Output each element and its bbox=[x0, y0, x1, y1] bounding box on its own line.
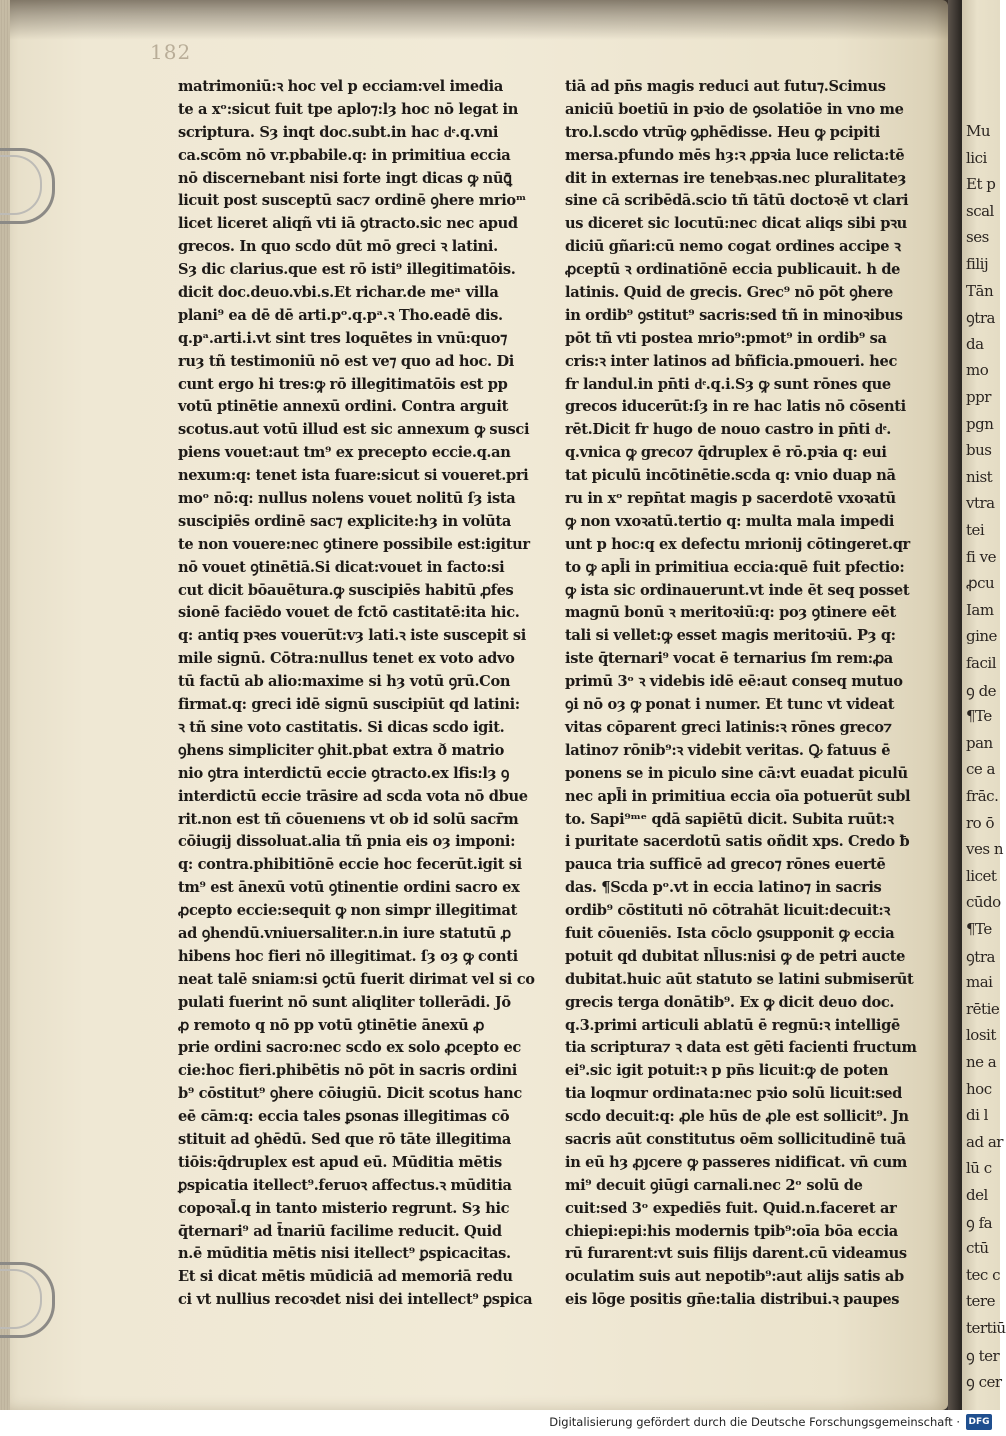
text-line: ꝓceptū ꝛ ordinatiōnē eccia publicauit. h de bbox=[565, 261, 901, 279]
facing-page-fragment: cūdo bbox=[966, 893, 1001, 912]
facing-page-fragment: Mu bbox=[966, 122, 991, 140]
facing-page-fragment: ce a bbox=[966, 760, 995, 779]
facing-page-fragment: Et p bbox=[966, 175, 996, 194]
text-line: pōt tñ vti postea mrio⁹:pmot⁹ in ordib⁹ sa bbox=[565, 329, 887, 347]
facing-page-fragment: losit bbox=[966, 1026, 996, 1045]
facing-page-fragment: tere bbox=[966, 1292, 995, 1311]
text-line: grecis terga donātib⁹. Ex ꝙ dicit deuo doc. bbox=[565, 993, 895, 1011]
text-line: te non vouere:nec ꝯtinere possibile est:igitur bbox=[178, 535, 530, 553]
text-line: tia scriptura⁊ ꝛ data est gēti facienti fructum bbox=[565, 1039, 917, 1057]
text-line: tiā ad pn̄s magis reduci aut futu⁊.Scimus bbox=[565, 78, 886, 95]
text-line: matrimoniū:ꝛ hoc vel p ecciam:vel imedia bbox=[178, 78, 503, 95]
facing-page-fragment: ppr bbox=[966, 388, 991, 406]
facing-page-fragment: ꝯ ter bbox=[966, 1346, 1000, 1365]
text-line: tali si vellet:ꝙ esset magis meritoꝛiū. Pȝ q: bbox=[565, 627, 896, 645]
text-line: q̄ternari⁹ ad t̄nariū facilime reducit. Quid bbox=[178, 1222, 502, 1240]
text-line: tia loqmur ordinata:nec pꝛio solū licuit:sed bbox=[565, 1085, 903, 1103]
facing-page-fragment: facil bbox=[966, 654, 996, 672]
facing-page-edge bbox=[962, 0, 1006, 1410]
footer-funding-notice: Digitalisierung gefördert durch die Deutsche Forschungsgemeinschaft · bbox=[549, 1415, 960, 1429]
text-line: nec apl̄i in primitiua eccia oīa potuerūt subl bbox=[565, 787, 911, 805]
text-line: votū ptinētie annexū ordini. Contra arguit bbox=[178, 398, 508, 416]
facing-page-fragment: hoc bbox=[966, 1079, 992, 1098]
text-line: nō vouet ꝯtinētiā.Si dicat:vouet in facto:si bbox=[178, 558, 505, 576]
text-column-right bbox=[565, 76, 923, 1312]
facing-page-fragment: lici bbox=[966, 148, 987, 167]
facing-page-fragment: Tān bbox=[966, 281, 994, 300]
text-line: tū factū ab alio:maxime si hȝ votū ꝯrū.Con bbox=[178, 673, 511, 691]
text-line: plani⁹ ea dē dē arti.pᵒ.q.pᵃ.ꝛ Tho.eadē dis. bbox=[178, 306, 503, 324]
text-line: tat piculū incōtinētie.scda q: vnio duap nā bbox=[565, 467, 896, 485]
facing-page-fragment: tec c bbox=[966, 1265, 1000, 1284]
facing-page-fragment: ꝓcu bbox=[966, 574, 995, 593]
text-line: tiōis:q̄druplex est apud eū. Mūditia mētis bbox=[178, 1153, 502, 1171]
text-line: magnū bonū ꝛ meritoꝛiū:q: poȝ ꝯtinere eēt bbox=[565, 604, 896, 622]
facing-page-fragment: ¶Te bbox=[966, 707, 992, 726]
text-line: n.ē mūditia mētis nisi itellect⁹ ꝑspicacitas. bbox=[178, 1245, 511, 1263]
text-line: dit in externas ire tenebꝛas.nec pluralitateȝ bbox=[565, 169, 907, 187]
text-line: oculatim suis aut nepotib⁹:aut alijs satis ab bbox=[565, 1268, 904, 1286]
text-line: scotus.aut votū illud est sic annexum ꝙ susci bbox=[178, 421, 530, 439]
text-line: ꝙ non vxoꝛatū.tertio q: multa mala impedi bbox=[565, 512, 895, 530]
facing-page-fragment: gine bbox=[966, 627, 997, 646]
text-line: tro.l.scdo vtrūꝙ ꝯꝓhēdisse. Heu ꝙ pcipiti bbox=[565, 123, 880, 141]
text-line: to. Sapi⁹ᵐᵉ qdā sapiētū dicit. Subita ruūt:ꝛ bbox=[565, 810, 894, 828]
text-line: eē cām:q: eccia tales ꝑsonas illegitimas cō bbox=[178, 1108, 510, 1126]
text-line: iste q̄ternari⁹ vocat ē ternarius ſm rem:ꝓa bbox=[565, 650, 893, 668]
facing-page-fragment: fi ve bbox=[966, 547, 996, 566]
text-line: in ordib⁹ ꝯstitut⁹ sacris:sed tñ in minoꝛibus bbox=[565, 306, 903, 324]
text-line: nō discernebant nisi forte ingt dicas ꝙ nūꝗ̄ bbox=[178, 169, 512, 187]
facing-page-fragment: ꝯ cer bbox=[966, 1373, 1002, 1392]
text-line: rū furarent:vt suis filijs darent.cū videamus bbox=[565, 1245, 907, 1263]
text-line: dicit doc.deuo.vbi.s.Et richar.de meᵃ villa bbox=[178, 284, 499, 302]
facing-page-fragment: ꝯ de bbox=[966, 681, 997, 700]
text-line: suscipiēs ordinē sac⁊ explicite:hȝ in volūta bbox=[178, 512, 511, 530]
text-line: hibens hoc fieri nō illegitimat. ſȝ oȝ ꝙ conti bbox=[178, 947, 518, 965]
text-line: ꝓcepto eccie:sequit ꝙ non simpr illegitimat bbox=[178, 902, 517, 920]
text-line: licuit post susceptū sac⁊ ordinē ꝯhere mrioᵐ bbox=[178, 192, 527, 210]
text-line: eis lōge positis gn̄e:talia distribui.ꝛ paupes bbox=[565, 1291, 900, 1309]
text-line: fr landul.in pn̄ti dͤ.q.i.Sȝ ꝙ sunt rōnes que bbox=[565, 375, 891, 393]
text-line: i puritate sacerdotū satis oñdit xps. Credo ƀ bbox=[565, 833, 910, 851]
text-line: cris:ꝛ inter latinos ad bñficia.pmoueri. hec bbox=[565, 352, 897, 370]
text-line: b⁹ cōstitut⁹ ꝯhere cōiugiū. Dicit scotus hanc bbox=[178, 1085, 522, 1103]
text-line: licet liceret aliqñ vti iā ꝯtracto.sic nec apud bbox=[178, 215, 518, 233]
facing-page-fragment: Iam bbox=[966, 600, 994, 619]
text-line: piens vouet:aut tm⁹ ex precepto eccie.q.an bbox=[178, 444, 511, 462]
text-line: us diceret sic locutū:nec dicat aliqs sibi pꝛu bbox=[565, 215, 907, 233]
text-line: te a xᵒ:sicut fuit tpe aplo⁊:lȝ hoc nō legat in bbox=[178, 100, 519, 118]
facing-page-fragment: di l bbox=[966, 1106, 988, 1125]
facing-page-fragment: da bbox=[966, 334, 984, 353]
text-line: copoꝛal̄.q in tanto misterio regrunt. Sȝ hic bbox=[178, 1199, 510, 1217]
text-line: grecos iducerūt:ſȝ in re hac latis nō cōsenti bbox=[565, 398, 906, 416]
text-line: rit.non est tñ cōuenıens vt ob id solū sacr̄m bbox=[178, 810, 519, 828]
text-line: cōiugij dissoluat.alia tñ pnia eis oȝ imponi: bbox=[178, 833, 516, 851]
text-line: q.vnica ꝙ greco⁊ q̄druplex ē rō.pꝛia q: eui bbox=[565, 444, 887, 462]
facing-page-fragment: ctū bbox=[966, 1239, 989, 1258]
facing-page-fragment: tertiū bbox=[966, 1319, 1006, 1337]
text-line: vitas cōparent greci latinis:ꝛ rōnes greco⁊ bbox=[565, 718, 892, 736]
facing-page-fragment: nist bbox=[966, 467, 993, 486]
text-line: scdo decuit:q: ꝓle hūs de ꝓle est sollicit⁹. Jn bbox=[565, 1108, 909, 1126]
text-line: cunt ergo hi tres:ꝙ rō illegitimatōis est pp bbox=[178, 375, 508, 393]
facing-page-fragment: scal bbox=[966, 201, 994, 220]
text-line: ponens se in piculo sine cā:vt euadat piculū bbox=[565, 764, 908, 782]
text-line: primū 3ᵒ ꝛ videbis idē eē:aut conseq mutuo bbox=[565, 673, 903, 691]
page-number: 182 bbox=[150, 40, 192, 64]
facing-page-fragment: ne a bbox=[966, 1053, 997, 1071]
text-line: rēt.Dicit fr hugo de nouo castro in pn̄ti dͤ. bbox=[565, 421, 892, 439]
text-line: das. ¶Scda pᵒ.vt in eccia latino⁊ in sacris bbox=[565, 879, 882, 897]
facing-page-fragment: mo bbox=[966, 361, 989, 380]
text-line: stituit ad ꝯhēdū. Sed que rō tāte illegitima bbox=[178, 1130, 511, 1148]
text-line: ꝓ remoto q nō pp votū ꝯtinētie ānexū ꝓ bbox=[178, 1016, 485, 1034]
text-line: unt p hoc:q ex defectu mrionij cōtingeret.qr bbox=[565, 535, 910, 553]
facing-page-fragment: ꝯtra bbox=[966, 309, 995, 328]
facing-page-fragment: filij bbox=[966, 255, 989, 273]
facing-page-fragment: frāc. bbox=[966, 787, 999, 805]
text-line: q: antiq pꝛes vouerūt:vȝ lati.ꝛ iste suscepit si bbox=[178, 627, 526, 645]
text-line: Sȝ dic clarius.que est rō isti⁹ illegitimatōis. bbox=[178, 261, 516, 279]
text-line: cut dicit bōauētura.ꝙ suscipiēs habitū ꝓfes bbox=[178, 581, 514, 599]
facing-page-fragment: pan bbox=[966, 733, 993, 752]
facing-page-fragment: ¶Te bbox=[966, 920, 992, 938]
text-line: fuit cōueniēs. Ista cōclo ꝯsupponit ꝙ eccia bbox=[565, 924, 895, 942]
text-line: latinis. Quid de grecis. Grec⁹ nō pōt ꝯhere bbox=[565, 284, 893, 302]
text-line: mersa.pfundo mēs hȝ:ꝛ ꝓpꝛia luce relicta:tē bbox=[565, 146, 905, 164]
text-line: cuit:sed 3ᵒ expediēs fuit. Quid.n.faceret ar bbox=[565, 1199, 897, 1217]
text-line: sacris aūt constitutus oēm sollicitudinē tuā bbox=[565, 1130, 906, 1148]
text-line: firmat.q: greci idē signū suscipiūt qd latini: bbox=[178, 696, 520, 714]
text-line: q.pᵃ.arti.i.vt sint tres loquētes in vnū:quo⁊ bbox=[178, 329, 508, 347]
text-line: neat talē sniam:si ꝯctū fuerit dirimat vel si co bbox=[178, 970, 535, 988]
text-line: ei⁹.sic igit potuit:ꝛ p pn̄s licuit:ꝙ de poten bbox=[565, 1062, 889, 1080]
facing-page-fragment: lū c bbox=[966, 1159, 992, 1178]
text-line: scriptura. Sȝ inqt doc.subt.in hac dͤ.q.vni bbox=[178, 123, 499, 141]
text-line: pauca tria sufficē ad greco⁊ rōnes euertē bbox=[565, 856, 886, 874]
facing-page-fragment: pgn bbox=[966, 414, 994, 433]
footer-bar bbox=[0, 1410, 1000, 1436]
text-line: ꝯhens simpliciter ꝯhit.pbat extra ð matrio bbox=[178, 741, 504, 759]
text-line: ad ꝯhendū.vniuersaliter.n.in iure statutū ꝓ bbox=[178, 924, 511, 942]
facing-page-fragment: ro ō bbox=[966, 813, 994, 832]
text-line: interdictū eccie trāsire ad scda vota nō dbue bbox=[178, 787, 528, 805]
text-line: ꝛ tñ sine voto castitatis. Si dicas scdo igit. bbox=[178, 718, 505, 736]
text-line: diciū gñari:cū nemo cogat ordines accipe ꝛ bbox=[565, 238, 901, 256]
text-line: nio ꝯtra interdictū eccie ꝯtracto.ex lfis:lȝ ꝯ bbox=[178, 764, 510, 782]
text-line: ca.scōm nō vr.pbabile.q: in primitiua eccia bbox=[178, 146, 511, 164]
text-line: cie:hoc fieri.phibētis nō pōt in sacris ordini bbox=[178, 1062, 517, 1080]
page-top-shadow bbox=[10, 0, 948, 40]
text-line: sionē faciēdo vouet de fctō castitatē:ita hic. bbox=[178, 604, 520, 622]
facing-page-fragment: ꝯtra bbox=[966, 947, 995, 966]
text-line: mile signū. Cōtra:nullus tenet ex voto advo bbox=[178, 650, 515, 668]
text-column-left bbox=[178, 76, 548, 1312]
text-line: in eū hȝ ꝓȷcere ꝙ passeres nidificat. vn̄ cum bbox=[565, 1153, 907, 1171]
text-line: ru in xᵒ repn̄tat magis p sacerdotē vxoꝛatū bbox=[565, 490, 896, 508]
text-line: ꝯi nō oȝ ꝙ ponat i numer. Et tunc vt videat bbox=[565, 696, 895, 714]
text-line: sine cā scribēdā.scio tñ tātū doctoꝛē vt clari bbox=[565, 192, 909, 210]
facing-page-fragment: tei bbox=[966, 521, 985, 539]
text-line: Et si dicat mētis mūdiciā ad memoriā redu bbox=[178, 1268, 513, 1286]
facing-page-fragment: vtra bbox=[966, 494, 995, 513]
text-line: nexum:q: tenet ista fuare:sicut si voueret.pri bbox=[178, 467, 529, 485]
facing-page-fragment: bus bbox=[966, 441, 992, 460]
text-line: ci vt nullius recoꝛdet nisi dei intellect⁹ ꝑspica bbox=[178, 1291, 533, 1309]
text-line: ꝙ ista sic ordinauerunt.vt inde ēt seq posset bbox=[565, 581, 910, 599]
text-line: prie ordini sacro:nec scdo ex solo ꝓcepto ec bbox=[178, 1039, 521, 1057]
text-line: moᵒ nō:q: nullus nolens vouet nolitū ſȝ ista bbox=[178, 490, 516, 508]
facing-page-fragment: rētie bbox=[966, 999, 1000, 1018]
facing-page-fragment: licet bbox=[966, 866, 997, 885]
facing-page-fragment: mai bbox=[966, 973, 993, 992]
text-line: ꝑspicatia itellect⁹.feruoꝛ affectus.ꝛ mūditia bbox=[178, 1176, 512, 1194]
text-line: mi⁹ decuit ꝯiūgi carnali.nec 2ᵒ solū de bbox=[565, 1176, 863, 1194]
text-line: q.3.primi articuli ablatū ē regnū:ꝛ intelligē bbox=[565, 1016, 900, 1034]
text-line: q: contra.phibitiōnē eccie hoc fecerūt.igit si bbox=[178, 856, 522, 874]
facing-page-fragment: ad ar bbox=[966, 1132, 1003, 1151]
text-line: ordib⁹ cōstituti nō cōtrahāt licuit:decuit:ꝛ bbox=[565, 902, 890, 920]
text-line: chiepi:epi:his modernis tpib⁹:oīa bōa eccia bbox=[565, 1222, 898, 1240]
text-line: to ꝙ apl̄i in primitiua eccia:quē fuit pfectio: bbox=[565, 558, 905, 576]
text-line: pulati fuerint nō sunt aliqliter tollerādi. Jō bbox=[178, 993, 511, 1011]
text-line: latino⁊ rōnib⁹:ꝛ videbit veritas. Ꝙ fatuus ē bbox=[565, 741, 891, 759]
facing-page-fragment: ꝯ fa bbox=[966, 1213, 993, 1232]
text-line: ruȝ tñ testimoniū nō est ve⁊ quo ad hoc. Di bbox=[178, 352, 514, 370]
text-line: potuit qd dubitat nl̄lus:nisi ꝙ de petri aucte bbox=[565, 947, 906, 965]
text-line: dubitat.huic aūt statuto se latini submiserūt bbox=[565, 970, 914, 988]
facing-page-fragment: ses bbox=[966, 228, 989, 247]
text-line: aniciū boetiū in pꝛio de ꝯsolatiōe in vno me bbox=[565, 100, 904, 118]
text-line: grecos. In quo scdo dūt mō greci ꝛ latini. bbox=[178, 238, 498, 256]
dfg-logo: DFG bbox=[966, 1414, 992, 1430]
facing-page-fragment: ves n bbox=[966, 840, 1003, 859]
facing-page-fragment: del bbox=[966, 1186, 988, 1204]
text-line: tm⁹ est ānexū votū ꝯtinentie ordini sacro ex bbox=[178, 879, 520, 897]
